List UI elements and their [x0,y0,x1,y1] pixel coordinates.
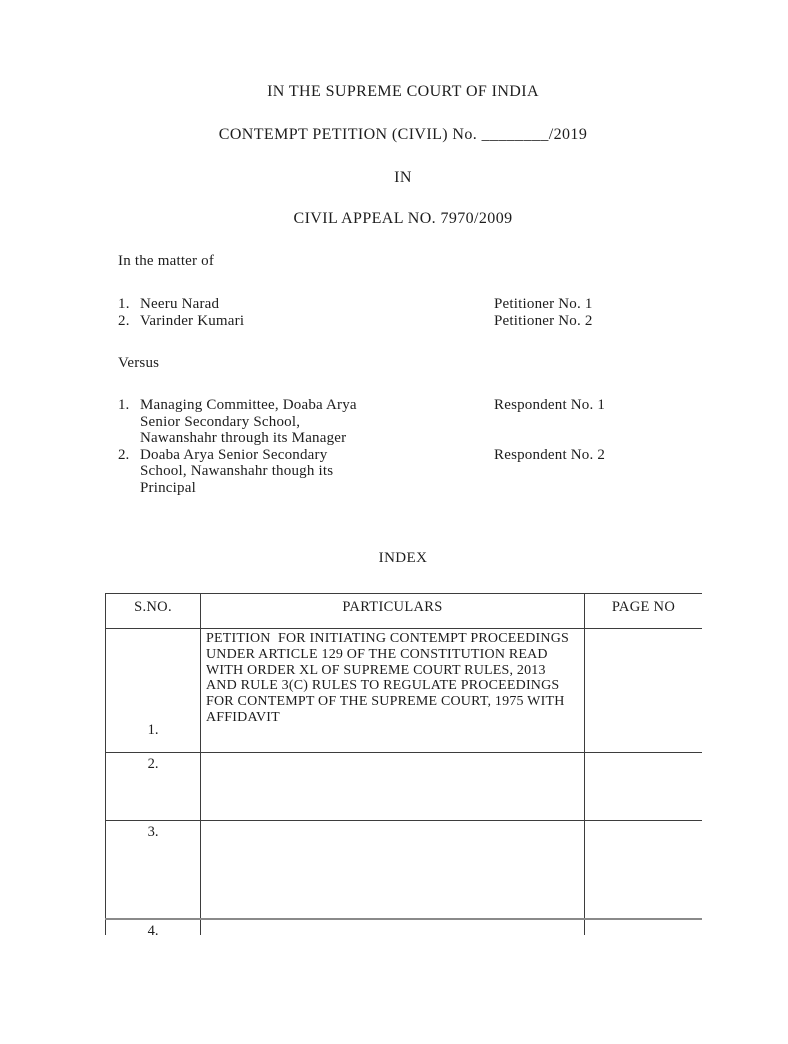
row-pageno [585,753,703,821]
respondent-name: Doaba Arya Senior Secondary School, Nawanshahr though its Principal [140,446,334,496]
index-table-container [105,593,702,935]
column-header-particulars: PARTICULARS [201,594,585,629]
respondent-number: 2. [118,446,130,463]
column-header-sno: S.NO. [106,594,201,629]
row-particulars [201,821,585,919]
petitioner-number: 2. [118,313,130,329]
row-particulars [201,753,585,821]
respondent-designation: Respondent No. 2 [494,446,606,463]
row-pageno [585,629,703,753]
petitioner-row [118,296,219,313]
respondent-item [118,397,357,447]
civil-appeal-line: CIVIL APPEAL NO. 7970/2009 [293,210,513,227]
respondent-name: Managing Committee, Doaba Arya Senior Secondary School, Nawanshahr through its Manager [140,397,357,446]
row-pageno [585,821,703,919]
petitioner-designation: Petitioner No. 2 [494,313,593,329]
row-sno: 2. [106,753,201,821]
versus-label: Versus [118,355,160,371]
table-row [106,821,703,919]
row-sno: 4. [106,919,201,936]
index-table [105,593,702,935]
petitioner-designation: Petitioner No. 1 [494,296,593,312]
petitioner-number: 1. [118,296,130,312]
index-title: INDEX [378,550,428,566]
row-particulars [201,919,585,936]
row-pageno [585,919,703,936]
row-sno: 1. [106,629,201,753]
matter-intro: In the matter of [118,253,215,269]
column-header-pageno: PAGE NO [585,594,703,629]
petition-number-line: CONTEMPT PETITION (CIVIL) No. ________/2019 [218,126,588,143]
petitioner-row [118,313,244,330]
table-row [106,629,703,753]
respondent-designation: Respondent No. 1 [494,397,606,413]
respondent-item [118,447,333,497]
table-row [106,919,703,936]
table-row [106,753,703,821]
row-particulars: PETITION FOR INITIATING CONTEMPT PROCEEDINGS UNDER ARTICLE 129 OF THE CONSTITUTION READ WITH ORDER XL OF SUPREME COURT RULES, 2013 AND RULE 3(C) RULES TO REGULATE PROCEEDINGS FOR CONTEMPT OF THE SUPREME COURT, 1975 WITH AFFIDAVIT [201,629,585,753]
petitioner-name: Varinder Kumari [140,313,245,329]
row-sno: 3. [106,821,201,919]
respondent-number: 1. [118,397,130,413]
petitioner-name: Neeru Narad [140,296,220,312]
in-connector: IN [394,169,412,186]
index-table-header-row [106,594,703,629]
court-title: IN THE SUPREME COURT OF INDIA [267,83,539,100]
